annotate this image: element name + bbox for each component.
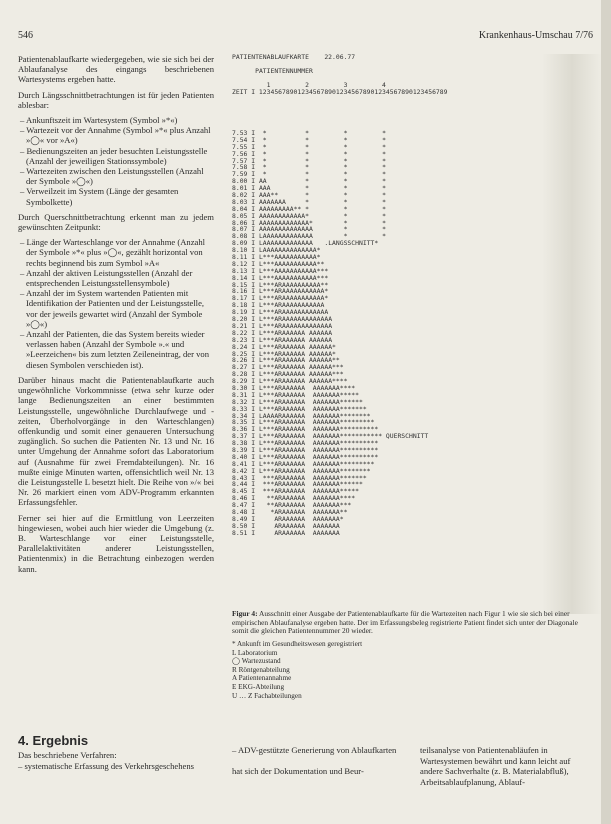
row-symbols: I L***ARAAAAAAAAAAA* <box>251 287 329 296</box>
row-time: 8.36 <box>232 425 252 434</box>
row-time: 8.01 <box>232 184 252 193</box>
row-time: 8.18 <box>232 301 252 310</box>
paragraph: Das beschriebene Verfahren: <box>18 750 117 760</box>
row-symbols: I L***ARAAAAAA AAAAAA* <box>251 342 336 351</box>
row-time: 8.05 <box>232 211 252 220</box>
row-time: 8.00 <box>232 177 252 186</box>
row-time: 8.43 <box>232 473 252 482</box>
row-symbols: I L***AAAAAAAAAAA** <box>251 259 325 268</box>
row-symbols: I ***ARAAAAAA AAAAAAA******* <box>251 473 367 482</box>
section-title: 4. Ergebnis <box>18 733 89 748</box>
row-symbols: I L***ARAAAAAA AAAAAAA********* <box>251 459 375 468</box>
row-time: 8.39 <box>232 445 252 454</box>
row-symbols: I *ARAAAAAA AAAAAAA** <box>251 507 348 516</box>
list-item: – Bedienungszeiten an jeder besuchten Leistungsstelle (Anzahl der jeweiligen Stationssymbole) <box>26 146 214 166</box>
row-time: 8.20 <box>232 315 252 324</box>
row-symbols: I L***ARAAAAAA AAAAAAA***** <box>251 390 359 399</box>
row-symbols: I L***ARAAAAAAAAAAAAA <box>251 321 333 330</box>
row-time: 8.22 <box>232 328 252 337</box>
row-time: 8.45 <box>232 487 252 496</box>
figure-subtitle-text: PATIENTENNUMMER <box>255 66 313 75</box>
row-time: 8.40 <box>232 452 252 461</box>
row-symbols: I L***ARAAAAAA AAAAAA**** <box>251 377 348 386</box>
row-symbols: I * * * * <box>251 142 386 151</box>
row-time: 8.42 <box>232 466 252 475</box>
row-symbols: I AAAAAAA * * * <box>251 197 386 206</box>
row-time: 8.08 <box>232 232 252 241</box>
row-symbols: I L***ARAAAAAA AAAAAA* <box>251 349 336 358</box>
paragraph: Darüber hinaus macht die Patientenablaufkarte auch ungewöhnliche Vorkommnisse (etwa sehr kurze oder lange Bedienungszeiten an einer bestimmten Leistungsstelle, ungewöhnliche Durchlaufwege und -zeiten, Überholvorgänge in den Warteschlangen) offenkundig und somit einer genaueren Untersuchung zugänglich. So suchen die Patienten Nr. 13 und Nr. 16 unter Umgehung der Annahme sofort das Laboratorium auf (Ausnahme für zwei Fremdabteilungen). Nr. 16 mußte einige Minuten warten, offensichtlich weil Nr. 13 die Leistungsstelle L besetzt hielt. Die Reihe von »/« bei Nr. 26 markiert einen vom ADV-Programm erkannten Erfassungsfehler. <box>18 374 214 508</box>
row-time: 7.58 <box>232 163 252 172</box>
row-time: 8.06 <box>232 218 252 227</box>
chart-rows <box>232 130 428 537</box>
row-time: 7.55 <box>232 142 252 151</box>
row-time: 8.11 <box>232 253 252 262</box>
row-time: 8.17 <box>232 294 252 303</box>
row-time: 8.47 <box>232 501 252 510</box>
row-symbols: I L***AAAAAAAAAAA* <box>251 253 321 262</box>
row-time: 8.48 <box>232 507 252 516</box>
row-symbols: I L***ARAAAAAA AAAAAAA******** <box>251 466 371 475</box>
row-time: 8.19 <box>232 308 252 317</box>
row-time: 8.50 <box>232 521 252 530</box>
row-symbols: I L***ARAAAAAA AAAAAAA********** <box>251 445 379 454</box>
row-time: 8.26 <box>232 356 252 365</box>
legend-entry: A Patientenannahme <box>232 674 292 683</box>
row-symbols: I * * * * <box>251 129 386 137</box>
row-time: 8.21 <box>232 321 252 330</box>
row-symbols: I L***ARAAAAAA AAAAAAA********* <box>251 418 375 427</box>
row-symbols: I * * * * <box>251 135 386 144</box>
row-symbols: I L***ARAAAAAA AAAAAAA**** <box>251 383 356 392</box>
row-symbols: I AAA** * * * <box>251 191 386 200</box>
legend-entry: * Ankunft im Gesundheitswesen geregistriert <box>232 640 363 648</box>
row-symbols: I L***ARAAAAAA AAAAAA <box>251 335 333 344</box>
list-item: – Wartezeit vor der Annahme (Symbol »*« plus Anzahl »◯« vor »A«) <box>26 125 214 145</box>
paragraph: – systematische Erfassung des Verkehrsgeschehens <box>18 760 194 771</box>
row-symbols: I ARAAAAAA AAAAAAA <box>251 528 340 537</box>
row-symbols: I L***ARAAAAAAAAAAAAA <box>251 315 333 324</box>
row-symbols: I * * * * <box>251 170 386 179</box>
scan-shadow <box>542 54 602 614</box>
list-longitudinal <box>18 115 214 207</box>
section-body <box>18 750 214 771</box>
paragraph: Durch Längsschnittbetrachtungen ist für jeden Patienten ablesbar: <box>18 89 214 110</box>
row-symbols: I L***ARAAAAAA AAAAAAA****** <box>251 397 363 406</box>
row-time: 8.10 <box>232 246 252 255</box>
row-symbols: I L***ARAAAAAAAAAAA* <box>251 294 329 303</box>
row-time: 7.53 <box>232 129 252 137</box>
page-edge <box>601 0 611 824</box>
paragraph: Durch Querschnittbetrachtung erkennt man zu jedem gewünschten Zeitpunkt: <box>18 211 214 233</box>
row-time: 8.41 <box>232 459 252 468</box>
journal-title: Krankenhaus-Umschau 7/76 <box>478 30 593 41</box>
row-time: 8.32 <box>232 397 252 406</box>
list-item: – Anzahl der aktiven Leistungsstellen (Anzahl der entsprechenden Leistungsstellensymbole) <box>26 268 214 288</box>
row-time: 8.31 <box>232 390 252 399</box>
row-time: 8.46 <box>232 494 252 503</box>
row-time: 8.28 <box>232 370 252 379</box>
figure-legend <box>232 640 432 700</box>
row-symbols: I AA * * * <box>251 177 386 186</box>
row-symbols: I L***ARAAAAAA AAAAAA <box>251 328 333 337</box>
list-crosssection <box>18 237 214 370</box>
list-item: – Länge der Warteschlange vor der Annahme (Anzahl der Symbole »*« plus »◯«, gezählt horizontal von rechts beginnend bis zum Symbol »A« <box>26 237 214 268</box>
row-time: 8.33 <box>232 404 252 413</box>
left-column <box>18 54 214 579</box>
paragraph: Ferner sei hier auf die Ermittlung von Leerzeiten hingewiesen, wobei auch hier wieder die Umgebung (z. B. Warteschlange vor einer Leistungsstelle, Parallelaktivitäten anderer Leistungsstellen, Patientenmix) in die Betrachtung einbezogen werden kann. <box>18 512 214 574</box>
row-symbols: I AAA * * * <box>251 184 386 193</box>
scale-units: ZEIT I 1234567890123456789012345678901234567890123456789 <box>232 87 448 96</box>
row-symbols: I L***ARAAAAAA AAAAAA** <box>251 356 340 365</box>
row-time: 8.49 <box>232 514 252 523</box>
figure-caption <box>232 610 592 636</box>
row-symbols: I L***ARAAAAAA AAAAAAA******* <box>251 404 367 413</box>
legend-entry: ◯ Wartezustand <box>232 657 281 666</box>
row-symbols: I L***ARAAAAAAAAAAAA <box>251 308 329 317</box>
bottom-col-2: teilsanalyse von Patientenabläufen in Wartesystemen bewährt und kann leicht auf andere Sachverhalte (z. B. Materialabfluß), Arbeitsablaufplanung, Ablauf- <box>420 745 571 787</box>
row-time: 8.13 <box>232 266 252 275</box>
row-time: 8.35 <box>232 418 252 427</box>
row-symbols: I L***ARAAAAAA AAAAAAA********** <box>251 425 379 434</box>
row-time: 8.03 <box>232 197 252 206</box>
row-symbols: I L***ARAAAAAA AAAAAAA********** <box>251 452 379 461</box>
legend-entry: R Röntgenabteilung <box>232 665 290 674</box>
row-symbols: I * * * * <box>251 163 386 172</box>
legend-entry: L Laboratorium <box>232 648 278 657</box>
row-time: 8.12 <box>232 259 252 268</box>
row-time: 8.38 <box>232 439 252 448</box>
row-time: 8.51 <box>232 528 252 537</box>
row-time: 8.27 <box>232 363 252 372</box>
scale-tens: 1 2 3 4 <box>232 80 386 89</box>
row-symbols: I AAAAAAAAAAAA* * * <box>251 211 386 220</box>
paragraph: Patientenablaufkarte wiedergegeben, wie sie sich bei der Ablaufanalyse des eingangs beschriebenen Wartesystems ergeben hatte. <box>18 54 214 85</box>
row-symbols: I LAAAAAAAAAAAAAA* <box>251 246 321 255</box>
row-time: 8.25 <box>232 349 252 358</box>
row-symbols: I ARAAAAAA AAAAAAA* <box>251 514 344 523</box>
patient-flow-chart <box>232 54 602 614</box>
list-item: – Verweilzeit im System (Länge der gesamten Symbolkette) <box>26 186 214 206</box>
row-symbols: I L***ARAAAAAA AAAAAA*** <box>251 370 344 379</box>
row-time: 8.34 <box>232 411 252 420</box>
row-time: 8.07 <box>232 225 252 234</box>
figure-title: PATIENTENABLAUFKARTE 22.06.77 <box>232 53 356 61</box>
row-time: 8.14 <box>232 273 252 282</box>
row-time: 8.02 <box>232 191 252 200</box>
caption-text: Ausschnitt einer Ausgabe der Patientenablaufkarte für die Wartezeiten nach Figur 1 wie sie sich bei einer empirischen Ablaufanalyse ergeben hatte. Der im Erfassungsbeleg registrierte Patient findet sich unter der Diagonale somit die gleichen Patientennummer 20 wieder. <box>232 609 578 636</box>
row-time: 8.29 <box>232 377 252 386</box>
legend-entry: E EKG-Abteilung <box>232 682 285 691</box>
page-header <box>18 30 593 44</box>
row-time: 8.24 <box>232 342 252 351</box>
row-symbols: I * * * * <box>251 149 386 158</box>
list-item: – Anzahl der im System wartenden Patienten mit Identifikation der Patienten und der Leistungsstelle, vor der jeweils gewartet wird (Anzahl der Symbole »◯«) <box>26 288 214 329</box>
row-symbols: I L***AAAAAAAAAAA*** <box>251 266 329 275</box>
row-time: 8.16 <box>232 287 252 296</box>
row-symbols: I ***ARAAAAAA AAAAAAA***** <box>251 487 359 496</box>
row-time: 8.30 <box>232 383 252 392</box>
row-symbols: I **ARAAAAAA AAAAAAA*** <box>251 501 352 510</box>
legend-entry: U … Z Fachabteilungen <box>232 691 302 700</box>
row-symbols: I ***ARAAAAAA AAAAAAA****** <box>251 480 363 489</box>
row-symbols: I L***AAAAAAAAAAA*** <box>251 273 329 282</box>
row-time: 7.57 <box>232 156 252 165</box>
row-symbols: I ARAAAAAA AAAAAAA <box>251 521 340 530</box>
caption-label: Figur 4: <box>232 609 258 618</box>
bottom-col-1: – ADV-gestützte Generierung von Ablaufkarten hat sich der Dokumentation und Beur- <box>232 745 397 776</box>
row-symbols: I LAAAARAAAAAA AAAAAAA******** <box>251 411 371 420</box>
row-time: 7.54 <box>232 135 252 144</box>
row-symbols: I **ARAAAAAA AAAAAAA**** <box>251 494 356 503</box>
row-symbols: I L***ARAAAAAA AAAAAAA********** <box>251 439 379 448</box>
chart-row <box>232 530 428 537</box>
row-time: 8.37 <box>232 432 252 441</box>
row-symbols: I LAAAAAAAAAAAAA * * <box>251 232 386 241</box>
row-time: 8.44 <box>232 480 252 489</box>
row-time: 8.09 <box>232 239 252 248</box>
row-symbols: I L***ARAAAAAA AAAAAA*** <box>251 363 344 372</box>
row-time: 8.23 <box>232 335 252 344</box>
row-time: 8.15 <box>232 280 252 289</box>
row-symbols: I AAAAAAAAAAAAAA * * <box>251 225 386 234</box>
row-symbols: I L***ARAAAAAAAAAA** <box>251 280 329 289</box>
list-item: – Ankunftszeit im Wartesystem (Symbol »*«) <box>26 115 214 125</box>
row-time: 7.59 <box>232 170 252 179</box>
row-time: 7.56 <box>232 149 252 158</box>
row-symbols: I AAAAAAAAAAAAA* * * <box>251 218 386 227</box>
list-item: – Wartezeiten zwischen den Leistungsstellen (Anzahl der Symbole »◯«) <box>26 166 214 186</box>
row-symbols: I LAAAAAAAAAAAAA .LANGSSCHNITT* <box>251 239 379 248</box>
list-item: – Anzahl der Patienten, die das System bereits wieder verlassen haben (Anzahl der Symbole ».« und »Leerzeichen« bis zum letzten Zeileneintrag, der von diesen Symbolen verschieden ist). <box>26 329 214 370</box>
row-time: 8.04 <box>232 204 252 213</box>
row-symbols: I * * * * <box>251 156 386 165</box>
row-symbols: I AAAAAAAAA** * * * <box>251 204 386 213</box>
row-symbols: I L***ARAAAAAA AAAAAAA*********** QUERSCHNITT <box>251 432 429 441</box>
row-symbols: I L***ARAAAAAAAAAAA <box>251 301 325 310</box>
page-number: 546 <box>18 30 33 41</box>
